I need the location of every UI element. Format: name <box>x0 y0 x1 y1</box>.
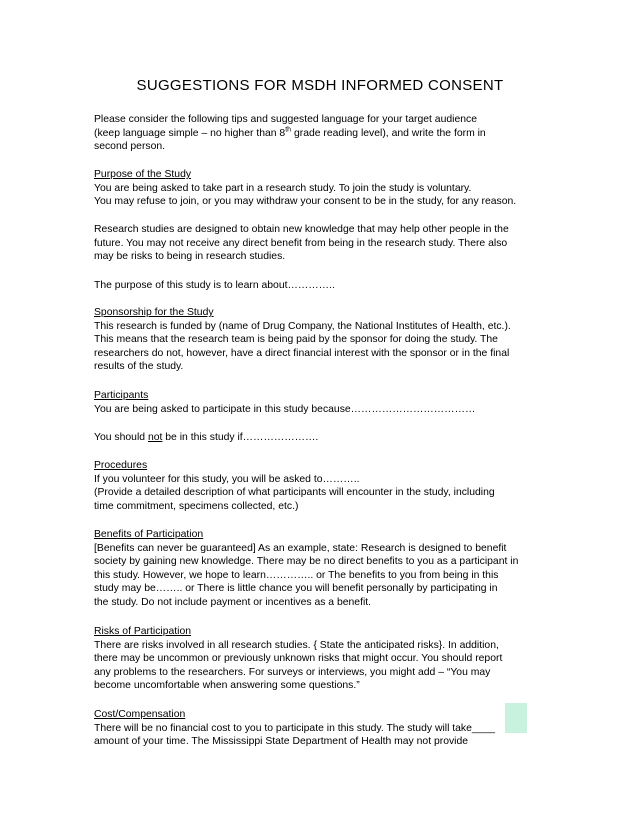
paragraph-text: be in this study if…………………. <box>162 432 319 443</box>
paragraph-line: This means that the research team is being paid by the sponsor for doing the study. The <box>94 334 498 346</box>
paragraph-line: [Benefits can never be guaranteed] As an example, state: Research is designed to benefit <box>94 542 507 554</box>
paragraph-line: Research studies are designed to obtain new knowledge that may help other people in the <box>94 224 509 235</box>
section-heading: Participants <box>94 390 149 401</box>
sponsorship-section <box>94 306 544 374</box>
paragraph-line: there may be uncommon or previously unknown risks that might occur. You should report <box>94 653 503 665</box>
section-heading: Cost/Compensation <box>94 709 186 720</box>
cost-section <box>94 708 544 749</box>
paragraph-line: may be risks to being in research studies. <box>94 251 286 263</box>
document-title: SUGGESTIONS FOR MSDH INFORMED CONSENT <box>136 77 504 94</box>
paragraph-line: any problems to the researchers. For surveys or interviews, you might add – “You may <box>94 666 491 678</box>
paragraph-line: results of the study. <box>94 361 184 373</box>
participants-section <box>94 389 544 416</box>
paragraph-line: There are risks involved in all research studies. { State the anticipated risks}. In addition, <box>94 639 499 651</box>
paragraph-line: If you volunteer for this study, you will be asked to……….. <box>94 473 360 485</box>
intro-paragraph <box>94 113 544 154</box>
procedures-section <box>94 459 544 513</box>
paragraph-line: (Provide a detailed description of what participants will encounter in the study, including <box>94 487 495 499</box>
paragraph-line: You are being asked to take part in a research study. To join the study is voluntary. <box>94 182 472 194</box>
paragraph-line: time commitment, specimens collected, etc.) <box>94 500 299 512</box>
paragraph-line: You may refuse to join, or you may withdraw your consent to be in the study, for any reason. <box>94 196 517 208</box>
section-heading: Sponsorship for the Study <box>94 307 214 318</box>
paragraph-line: future. You may not receive any direct benefit from being in the research study. There also <box>94 237 508 249</box>
participants-exclusion <box>94 431 544 445</box>
paragraph-line <box>94 431 544 445</box>
section-heading: Benefits of Participation <box>94 529 204 540</box>
paragraph-line: This research is funded by (name of Drug Company, the National Institutes of Health, etc.). <box>94 320 511 332</box>
section-heading: Purpose of the Study <box>94 169 192 180</box>
paragraph-line: researchers do not, however, have a direct financial interest with the sponsor or in the final <box>94 347 510 359</box>
paragraph-line: amount of your time. The Mississippi State Department of Health may not provide <box>94 736 469 748</box>
paragraph-line: this study. However, we hope to learn………….. or The benefits to you from being in this <box>94 569 499 581</box>
intro-text: grade reading level), and write the form in <box>291 127 486 139</box>
purpose-statement <box>94 279 544 293</box>
section-heading: Risks of Participation <box>94 626 192 637</box>
underlined-word: not <box>147 432 163 443</box>
paragraph-line: There will be no financial cost to you to participate in this study. The study will take____ <box>94 722 496 734</box>
paragraph-line: You are being asked to participate in this study because……………………………… <box>94 403 476 415</box>
benefits-section <box>94 528 544 610</box>
intro-line: second person. <box>94 141 166 153</box>
paragraph-line: The purpose of this study is to learn about………….. <box>94 280 335 291</box>
paragraph-line: society by gaining new knowledge. There may be no direct benefits to you as a participant in <box>94 556 519 568</box>
paragraph-line: the study. Do not include payment or incentives as a benefit. <box>94 596 372 608</box>
paragraph-line: study may be…….. or There is little chance you will benefit personally by participating in <box>94 583 498 595</box>
purpose-paragraph <box>94 223 544 264</box>
purpose-section <box>94 168 544 209</box>
paragraph-text: You should <box>94 432 148 443</box>
section-heading: Procedures <box>94 460 148 471</box>
paragraph-line: become uncomfortable when answering some questions.” <box>94 680 360 692</box>
intro-line: Please consider the following tips and suggested language for your target audience <box>94 114 477 125</box>
superscript: th <box>285 126 292 134</box>
intro-text: (keep language simple – no higher than 8 <box>94 127 286 139</box>
intro-line <box>94 127 544 141</box>
risks-section <box>94 625 544 693</box>
